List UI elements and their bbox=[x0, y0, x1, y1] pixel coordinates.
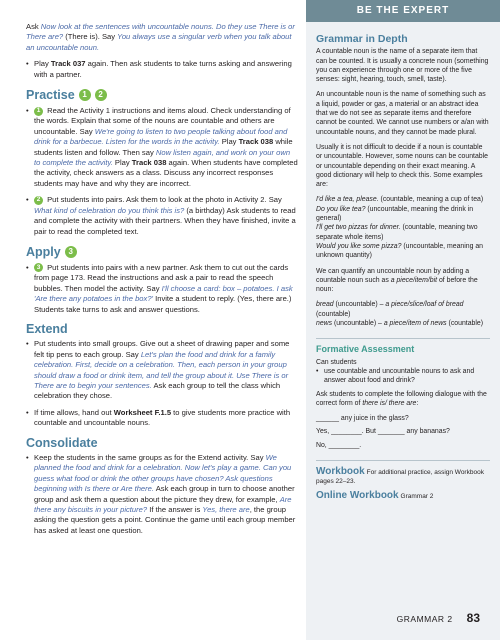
activity-number-badge: 1 bbox=[34, 107, 43, 116]
dialogue-line: Yes, ________. But _______ any bananas? bbox=[316, 428, 450, 436]
assessment-instructions: Ask students to complete the following dialogue with the correct form of there is/ there are: bbox=[316, 390, 487, 407]
apply-heading: Apply 3 bbox=[26, 246, 298, 258]
consolidate-heading: Consolidate bbox=[26, 435, 98, 450]
page-footer bbox=[397, 611, 480, 625]
dialogue-line: No, ________. bbox=[316, 441, 362, 449]
section-divider bbox=[316, 338, 490, 339]
grammar-examples: I'd like a tea, please. (countable, meaning a cup of tea) Do you like tea? (uncountable, meaning the drink in general) I'll get two pizzas for dinner. (countable, meaning two separate whole items) Would you like some pizza? (uncountable, meaning an unknown quantity) bbox=[316, 196, 484, 260]
extend-bullet-1: • Put students into small groups. Give out a sheet of drawing paper and some felt tip pens to each group. Say Let's plan the food and drink for a family celebration. First, decide on a celebration. Then, each person in your group should draw a food or drink item, and tell the group about it. Use There is or There are to begin your sentences. Ask each group to tell the class which celebration they chose. bbox=[26, 339, 298, 401]
section-label: GRAMMAR 2 bbox=[396, 614, 453, 624]
teacher-notes-column bbox=[26, 22, 298, 542]
activity-number-badge: 2 bbox=[34, 196, 43, 205]
track-bullet: • Play Track 037 again. Then ask students to take turns asking and answering with a partner. bbox=[26, 59, 298, 80]
section-divider bbox=[316, 460, 490, 461]
activity-number-badge: 1 bbox=[79, 89, 91, 101]
practise-activity-2: • 2 Put students into pairs. Ask them to look at the photo in Activity 2. Say What kind of celebration do you think this is? (a birthday) Ask students to read and complete the activity with their partners. When they have finished, invite a pair to read the completed text. bbox=[26, 195, 298, 237]
grammar-paragraph: Usually it is not difficult to decide if a noun is countable or uncountable. However, some nouns can be countable or uncountable depending on their exact meaning. A good dictionary will help to check this. Some examples are: bbox=[316, 143, 488, 189]
activity-number-badge: 3 bbox=[34, 263, 43, 272]
grammar-in-depth-heading: Grammar in Depth bbox=[316, 33, 408, 45]
grammar-paragraph: An uncountable noun is the name of something such as a liquid, powder or gas, a material or an abstract idea that we do not see as separate items and therefore cannot be counted. We cannot use numbers or a/an with uncountable nouns, and they cannot be made plural. bbox=[316, 91, 489, 136]
practise-activity-1: • 1 Read the Activity 1 instructions and items aloud. Check understanding of the words. Explain that some of the nouns are countable and others are uncountable. Say We're going to listen to two people talking about food and drink for a barbecue. Listen for the words in the activity. Play Track 038 while students listen and follow. Then say Now listen again, and work on your own to complete the activity. Play Track 038 again. When students have completed the activity, check answers as a class. Discuss any incorrect responses students may have and why they are incorrect. bbox=[26, 106, 298, 189]
grammar-paragraph: We can quantify an uncountable noun by adding a countable noun such as a piece/item/bit of before the noun: bbox=[316, 267, 478, 294]
quantify-examples: bread (uncountable) – a piece/slice/loaf of bread (countable) news (uncountable) – a piece/item of news (countable) bbox=[316, 301, 484, 328]
online-workbook-note: Online Workbook Grammar 2 bbox=[316, 489, 434, 501]
sidebar-banner: BE THE EXPERT bbox=[306, 0, 500, 22]
extend-bullet-2: • If time allows, hand out Worksheet F.1.5 to give students more practice with countable and uncountable nouns. bbox=[26, 408, 298, 429]
page-number: 83 bbox=[466, 611, 480, 625]
grammar-paragraph: A countable noun is the name of a separate item that can be counted. It is usually a concrete noun (something you can experience through one or more of the five senses: sight, hearing, touch, smell, taste). bbox=[316, 48, 489, 84]
practise-heading: Practise 1 2 bbox=[26, 89, 298, 101]
assessment-bullet: • use countable and uncountable nouns to ask and answer about food and drink? bbox=[316, 367, 490, 386]
dialogue-line: ______ any juice in the glass? bbox=[316, 415, 409, 423]
expert-sidebar bbox=[306, 0, 500, 640]
can-students-label: Can students bbox=[316, 358, 357, 366]
workbook-note: Workbook For additional practice, assign Workbook pages 22–23. bbox=[316, 465, 484, 486]
apply-activity-3: • 3 Put students into pairs with a new partner. Ask them to cut out the cards from page 173. Read the instructions and ask a pair to read the speech bubbles. Then model the activity. Say I'll choose a card: box – potatoes. I ask 'Are there any potatoes in the box?' Invite a student to reply. (Yes, there are.) Students take turns to ask and answer questions. bbox=[26, 263, 298, 315]
extend-heading: Extend bbox=[26, 321, 68, 336]
activity-number-badge: 3 bbox=[65, 246, 77, 258]
intro-paragraph: Ask Now look at the sentences with uncountable nouns. Do they use There is or There are? (There is). Say You always use a singular verb when you talk about an uncountable noun. bbox=[26, 22, 295, 52]
activity-number-badge: 2 bbox=[95, 89, 107, 101]
consolidate-bullet: • Keep the students in the same groups as for the Extend activity. Say We planned the food and drink for a celebration. Now let's play a game. Can you guess what food or drink the other groups have chosen? Ask questions beginning with Is there or Are there. Ask each group in turn to choose another group and ask them a question about the picture they drew, for example, Are there any biscuits in your picture? If the answer is Yes, there are, the group asking the question gets a point. Continue the game until each group member has asked at least one question. bbox=[26, 453, 298, 536]
formative-assessment-heading: Formative Assessment bbox=[316, 344, 415, 355]
